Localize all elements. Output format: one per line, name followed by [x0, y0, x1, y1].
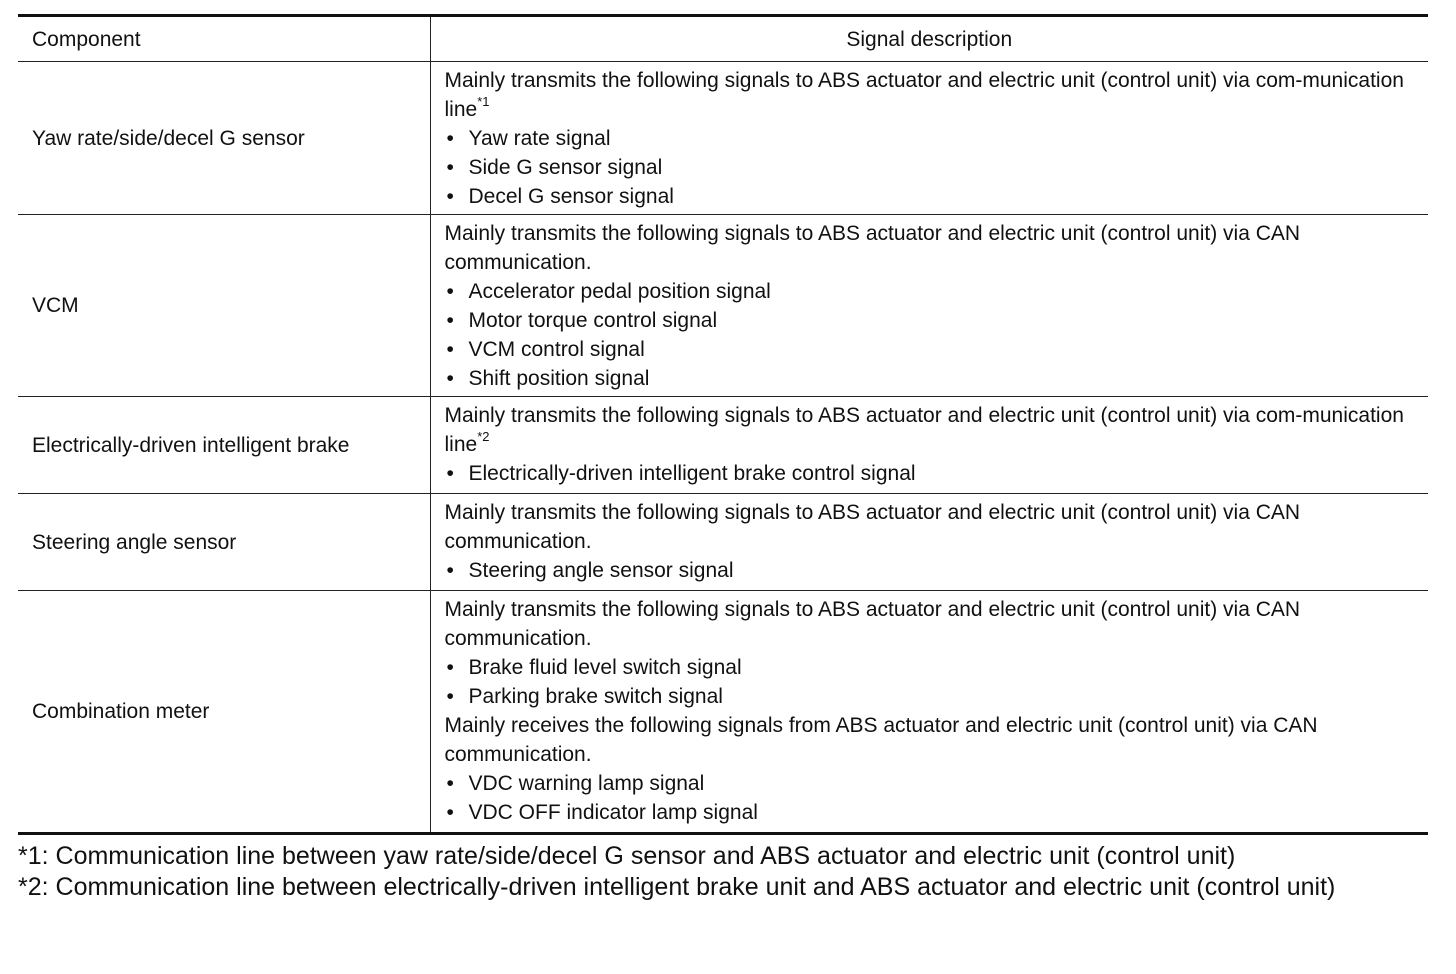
- list-item-text: Motor torque control signal: [468, 309, 718, 332]
- list-item-text: VCM control signal: [468, 338, 645, 361]
- component-cell: VCM: [18, 215, 430, 397]
- signal-intro-text: Mainly transmits the following signals to ABS actuator and electric unit (control unit) via com-munication line: [444, 404, 1404, 456]
- footnote-marker: *1: [477, 94, 490, 109]
- list-item: [445, 769, 1417, 798]
- list-item: [445, 306, 1417, 335]
- list-item: [445, 335, 1417, 364]
- list-item: [445, 153, 1417, 182]
- signal-list: [445, 277, 1417, 393]
- list-item-text: Decel G sensor signal: [468, 185, 674, 208]
- signal-intro: [445, 711, 1417, 769]
- document: [18, 14, 1428, 903]
- list-item-text: Parking brake switch signal: [468, 685, 723, 708]
- table-row: [18, 62, 1428, 215]
- bullet-icon: •: [446, 127, 454, 150]
- list-item: [445, 364, 1417, 393]
- footnote-marker: *2: [477, 429, 490, 444]
- signal-description-cell: [430, 397, 1428, 494]
- list-item-text: VDC OFF indicator lamp signal: [468, 801, 758, 824]
- bullet-icon: •: [446, 338, 454, 361]
- list-item-text: Yaw rate signal: [468, 127, 611, 150]
- signal-list: [445, 124, 1417, 211]
- table-row: [18, 215, 1428, 397]
- bullet-icon: •: [446, 772, 454, 795]
- footnotes: [18, 841, 1428, 903]
- list-item-text: Side G sensor signal: [468, 156, 663, 179]
- list-item-text: Steering angle sensor signal: [468, 559, 734, 582]
- signal-table: [18, 14, 1428, 835]
- signal-intro: [445, 498, 1417, 556]
- signal-description-cell: [430, 215, 1428, 397]
- bullet-icon: •: [446, 280, 454, 303]
- table-row: [18, 591, 1428, 834]
- list-item-text: VDC warning lamp signal: [468, 772, 705, 795]
- list-item: [445, 124, 1417, 153]
- signal-list: [445, 556, 1417, 585]
- list-item-text: Brake fluid level switch signal: [468, 656, 742, 679]
- list-item: [445, 182, 1417, 211]
- component-cell: Combination meter: [18, 591, 430, 834]
- signal-description-cell: [430, 591, 1428, 834]
- bullet-icon: •: [446, 559, 454, 582]
- list-item: [445, 459, 1417, 488]
- signal-intro-text: Mainly transmits the following signals to ABS actuator and electric unit (control unit) via CAN communication.: [444, 598, 1301, 650]
- list-item-text: Electrically-driven intelligent brake control signal: [468, 462, 916, 485]
- list-item: [445, 798, 1417, 827]
- signal-list: [445, 459, 1417, 488]
- signal-list: [445, 653, 1417, 711]
- bullet-icon: •: [446, 185, 454, 208]
- signal-intro-text: Mainly receives the following signals from ABS actuator and electric unit (control unit) via CAN communication.: [444, 714, 1318, 766]
- bullet-icon: •: [446, 801, 454, 824]
- list-item-text: Accelerator pedal position signal: [468, 280, 771, 303]
- header-component: Component: [18, 16, 430, 62]
- bullet-icon: •: [446, 656, 454, 679]
- footnote-1: *1: Communication line between yaw rate/side/decel G sensor and ABS actuator and electric unit (control unit): [18, 842, 1236, 870]
- component-cell: Yaw rate/side/decel G sensor: [18, 62, 430, 215]
- bullet-icon: •: [446, 156, 454, 179]
- component-cell: Electrically-driven intelligent brake: [18, 397, 430, 494]
- signal-list: [445, 769, 1417, 827]
- bullet-icon: •: [446, 685, 454, 708]
- table-row: [18, 397, 1428, 494]
- signal-intro-text: Mainly transmits the following signals to ABS actuator and electric unit (control unit) via com-munication line: [444, 69, 1404, 121]
- footnote-2: *2: Communication line between electrically-driven intelligent brake unit and ABS actuator and electric unit (control unit): [18, 873, 1336, 901]
- signal-description-cell: [430, 62, 1428, 215]
- bullet-icon: •: [446, 462, 454, 485]
- list-item-text: Shift position signal: [468, 367, 650, 390]
- table-body: [18, 62, 1428, 834]
- signal-intro: [445, 66, 1417, 124]
- bullet-icon: •: [446, 367, 454, 390]
- list-item: [445, 653, 1417, 682]
- signal-description-cell: [430, 494, 1428, 591]
- signal-intro-text: Mainly transmits the following signals to ABS actuator and electric unit (control unit) via CAN communication.: [444, 222, 1301, 274]
- header-signal-description: Signal description: [430, 16, 1428, 62]
- list-item: [445, 277, 1417, 306]
- signal-intro-text: Mainly transmits the following signals to ABS actuator and electric unit (control unit) via CAN communication.: [444, 501, 1301, 553]
- list-item: [445, 556, 1417, 585]
- list-item: [445, 682, 1417, 711]
- signal-intro: [445, 595, 1417, 653]
- table-header-row: [18, 16, 1428, 62]
- signal-intro: [445, 219, 1417, 277]
- component-cell: Steering angle sensor: [18, 494, 430, 591]
- signal-intro: [445, 401, 1417, 459]
- table-row: [18, 494, 1428, 591]
- bullet-icon: •: [446, 309, 454, 332]
